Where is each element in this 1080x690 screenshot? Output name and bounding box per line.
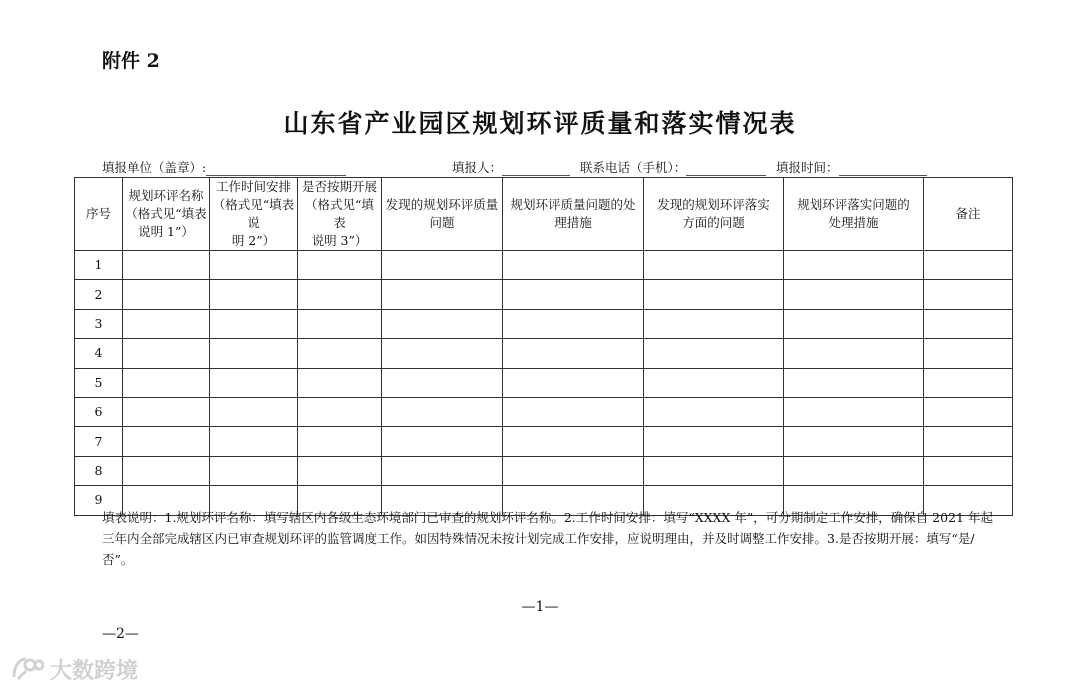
table-cell[interactable]	[123, 339, 210, 368]
table-cell[interactable]	[210, 251, 298, 280]
table-cell[interactable]	[382, 397, 503, 426]
table-row	[75, 456, 1013, 485]
table-cell[interactable]	[123, 251, 210, 280]
table-cell[interactable]	[123, 427, 210, 456]
fill-phone	[580, 158, 766, 176]
row-number-cell: 5	[75, 368, 123, 397]
table-cell[interactable]	[503, 397, 644, 426]
table-cell[interactable]	[298, 456, 382, 485]
table-cell[interactable]	[503, 251, 644, 280]
table-cell[interactable]	[503, 309, 644, 338]
table-header-cell	[644, 178, 784, 251]
table-cell[interactable]	[298, 251, 382, 280]
table-cell[interactable]	[210, 427, 298, 456]
table-cell[interactable]	[503, 280, 644, 309]
header-line: 序号	[85, 206, 111, 221]
header-line: 明 2”）	[231, 233, 276, 248]
fill-instructions: 填表说明：1.规划环评名称：填写辖区内各级生态环境部门已审查的规划环评名称。2.工作时间安排：填写“XXXX 年”，可分期制定工作安排，确保自 2021 年起三年内全部完成辖区内已审查规划环评的监管调度工作。如因特殊情况未按计划完成工作安排，应说明理由，并及时调整工作安排。3.是否按期开展：填写“是/否”。	[102, 510, 993, 567]
table-cell[interactable]	[123, 456, 210, 485]
page-title: 山东省产业园区规划环评质量和落实情况表	[283, 109, 797, 138]
table-cell[interactable]	[210, 309, 298, 338]
table-cell[interactable]	[298, 309, 382, 338]
table-cell[interactable]	[503, 427, 644, 456]
brand-logo-icon	[10, 655, 44, 683]
table-header-cell	[75, 178, 123, 251]
table-cell[interactable]	[298, 427, 382, 456]
table-cell[interactable]	[924, 427, 1013, 456]
fill-unit-blank	[206, 161, 346, 176]
table-cell[interactable]	[644, 309, 784, 338]
table-cell[interactable]	[784, 368, 924, 397]
table-cell[interactable]	[784, 427, 924, 456]
table-cell[interactable]	[784, 397, 924, 426]
table-cell[interactable]	[382, 339, 503, 368]
table-cell[interactable]	[924, 368, 1013, 397]
fill-phone-label: 联系电话（手机）：	[580, 160, 687, 175]
header-line: 发现的规划环评落实	[657, 197, 770, 212]
header-line: 规划环评名称	[128, 188, 204, 203]
header-line: 方面的问题	[682, 215, 745, 230]
fill-time-blank	[839, 161, 927, 176]
page-number-1: —1—	[521, 599, 559, 615]
table-cell[interactable]	[924, 280, 1013, 309]
table-row	[75, 251, 1013, 280]
table-cell[interactable]	[210, 397, 298, 426]
table-row	[75, 309, 1013, 338]
table-header-row	[75, 178, 1013, 251]
table-cell[interactable]	[210, 280, 298, 309]
fill-time	[776, 158, 927, 176]
table-row	[75, 339, 1013, 368]
table-cell[interactable]	[644, 339, 784, 368]
table-cell[interactable]	[503, 456, 644, 485]
table-cell[interactable]	[123, 309, 210, 338]
header-line: 处理措施	[828, 215, 879, 230]
table-cell[interactable]	[382, 427, 503, 456]
table-cell[interactable]	[644, 368, 784, 397]
fill-unit-label: 填报单位（盖章）:	[102, 160, 207, 175]
row-number-cell: 4	[75, 339, 123, 368]
fill-person	[452, 158, 570, 176]
header-line: 规划环评质量问题的处	[510, 197, 636, 212]
table-header-cell	[503, 178, 644, 251]
header-line: 说明 1”）	[138, 224, 194, 239]
table-cell[interactable]	[784, 280, 924, 309]
table-cell[interactable]	[644, 280, 784, 309]
table-cell[interactable]	[123, 397, 210, 426]
table-cell[interactable]	[924, 397, 1013, 426]
table-row	[75, 427, 1013, 456]
table-cell[interactable]	[924, 251, 1013, 280]
row-number-cell: 1	[75, 251, 123, 280]
table-header-cell	[784, 178, 924, 251]
table-cell[interactable]	[784, 339, 924, 368]
header-line: 问题	[429, 215, 455, 230]
header-line: 备注	[955, 206, 981, 221]
table-cell[interactable]	[210, 339, 298, 368]
report-table	[74, 177, 1013, 516]
fill-unit	[102, 158, 346, 176]
attachment-label: 附件 2	[102, 50, 160, 72]
watermark	[10, 652, 138, 686]
table-cell[interactable]	[784, 456, 924, 485]
table-cell[interactable]	[382, 456, 503, 485]
table-cell[interactable]	[924, 309, 1013, 338]
table-header-cell	[123, 178, 210, 251]
fill-person-blank	[502, 161, 570, 176]
table-cell[interactable]	[644, 427, 784, 456]
header-line: （格式见“填表	[305, 197, 374, 230]
table-cell[interactable]	[123, 368, 210, 397]
header-line: 理措施	[554, 215, 592, 230]
table-cell[interactable]	[784, 251, 924, 280]
table-body	[75, 251, 1013, 516]
table-cell[interactable]	[382, 368, 503, 397]
table-cell[interactable]	[503, 339, 644, 368]
header-line: （格式见“填表说	[212, 197, 295, 230]
table-cell[interactable]	[644, 397, 784, 426]
row-number-cell: 8	[75, 456, 123, 485]
table-cell[interactable]	[123, 280, 210, 309]
table-cell[interactable]	[382, 309, 503, 338]
row-number-cell: 9	[75, 486, 123, 515]
table-header-cell	[298, 178, 382, 251]
row-number-cell: 2	[75, 280, 123, 309]
table-cell[interactable]	[298, 397, 382, 426]
table-row	[75, 280, 1013, 309]
header-line: 发现的规划环评质量	[385, 197, 499, 212]
table-cell[interactable]	[298, 339, 382, 368]
page-number-2: —2—	[102, 626, 139, 642]
report-table-container	[74, 177, 1013, 516]
table-cell[interactable]	[924, 456, 1013, 485]
header-line: 是否按期开展	[301, 179, 377, 194]
row-number-cell: 6	[75, 397, 123, 426]
table-cell[interactable]	[210, 456, 298, 485]
table-cell[interactable]	[644, 456, 784, 485]
table-cell[interactable]	[298, 368, 382, 397]
header-line: （格式见“填表	[125, 206, 207, 221]
table-cell[interactable]	[644, 251, 784, 280]
header-line: 工作时间安排	[215, 179, 291, 194]
table-cell[interactable]	[298, 280, 382, 309]
fill-person-label: 填报人：	[452, 160, 503, 175]
fill-phone-blank	[686, 161, 766, 176]
row-number-cell: 7	[75, 427, 123, 456]
header-line: 规划环评落实问题的	[797, 197, 910, 212]
row-number-cell: 3	[75, 309, 123, 338]
table-cell[interactable]	[382, 251, 503, 280]
table-cell[interactable]	[503, 368, 644, 397]
table-row	[75, 368, 1013, 397]
watermark-text: 大数跨境	[50, 658, 139, 684]
table-header-cell	[924, 178, 1013, 251]
table-row	[75, 397, 1013, 426]
table-cell[interactable]	[382, 280, 503, 309]
table-cell[interactable]	[924, 339, 1013, 368]
header-line: 说明 3”）	[311, 233, 368, 248]
table-cell[interactable]	[210, 368, 298, 397]
table-cell[interactable]	[784, 309, 924, 338]
table-header-cell	[210, 178, 298, 251]
fill-time-label: 填报时间：	[776, 160, 839, 175]
table-header-cell	[382, 178, 503, 251]
